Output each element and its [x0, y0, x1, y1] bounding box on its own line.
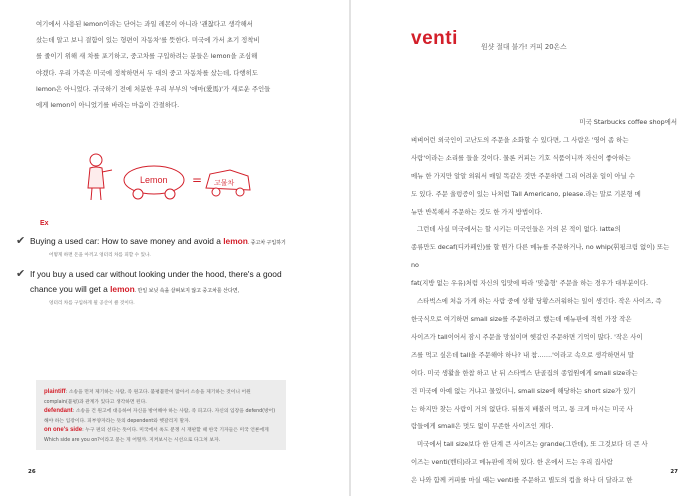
text-line: 메뉴 한 가지만 알알 외워서 매일 똑같은 것만 주문하면 그리 어려운 일이 아닐 수: [411, 171, 635, 180]
equals-sign: =: [192, 173, 203, 187]
term: plaintiff: [44, 389, 66, 395]
definition: : 소송을 건 원고에 대응하여 자신을 방어해야 하는 사람, 즉 피고다. 자신의 입장을 defend(방어)해야 하는 입장이다. 피부양자라는 뜻의 dependent와 헷갈리지 말자.: [44, 409, 276, 424]
text-line: 한국식으로 여기하면 small size를 주문하려고 했는데 메뉴판에 적힌 가장 작은: [411, 314, 632, 323]
text-line: fat(지방 없는 우유)처럼 자신의 입맛에 따라 '맞춤형' 주문을 하는 경우가 대부분이다.: [411, 279, 649, 288]
body-text: [411, 114, 677, 490]
definition: : 소송을 먼저 제기하는 사람, 즉 원고다. 불평불만이 많아서 소송을 제기하는 것이니 어원 complain(불평)과 관계가 있다고 생각하면 된다.: [44, 390, 251, 405]
text-line: 여기에서 사용된 lemon이라는 단어는 과일 레몬이 아니라 '괜찮다고 생각해서: [36, 20, 253, 28]
text-line: 이다. 미국 생활을 한참 하고 난 뒤 스타벅스 단골집의 종업원에게 small size라는: [411, 368, 638, 377]
text-line: 람들에게 small은 멋도 없이 무존한 사이즈인 게다.: [411, 422, 554, 431]
text-line: 사이즈가 tall이어서 잠시 주문을 망설이며 헷갈린 주문하면 기억이 많다. '작은 사이: [411, 332, 643, 341]
text-line: 야겠다. 우리 가족은 미국에 정착하면서 두 대의 중고 자동차를 샀는데, 다행히도: [36, 68, 258, 77]
junk-car: [206, 170, 250, 196]
text-line: 사람'이라는 소리를 들을 것이다. 물론 커피는 기호 식품이니까 자신이 좋아하는: [411, 153, 631, 162]
text-line: 미국에서 tall size보다 한 단계 큰 사이즈는 grande(그란데), 또 그것보다 더 큰 사: [417, 440, 648, 449]
term: on one's side: [44, 427, 83, 434]
text-line: 샀는데 알고 보니 결함이 있는 형편이 자동차'를 뜻한다. 미국에 가서 초기 정착비: [36, 36, 260, 45]
text-line: 벼벼어런 외국인이 고난도의 주문을 소화할 수 있다면, 그 사람은 '영어 좀 하는: [411, 135, 629, 144]
definition: 지켜보시는 시선으로 다그쳐 보자.: [149, 437, 221, 443]
text-line: 는 하지만 찾는 사람이 거의 없단다. 뒤틀지 배불러 먹고, 통 크게 마시는 미국 사: [411, 404, 633, 413]
text-line: 를 줄이기 위해 새 차를 포기하고, 중고차를 구입하려는 분들은 lemon을 조심해: [36, 52, 258, 61]
vocabulary-box: [36, 380, 286, 450]
text-line: 에게 lemon이 아니었기를 바라는 마음이 간절하다.: [36, 101, 180, 110]
text-line: 스타벅스에 처음 가게 하는 사람 중에 상황 당황스러워하는 일이 생긴다. 작은 사이즈, 즉: [417, 297, 662, 306]
left-page: [0, 0, 349, 496]
checkmark-icon: ✔: [16, 235, 26, 247]
page-number: 26: [28, 469, 36, 475]
text-line: 즈를 먹고 싶은데 tall을 주문해야 하나? 내 참…….'이라고 속으로 생각하면서 말: [411, 350, 635, 359]
intro-paragraph: [36, 16, 298, 113]
text-line: 종류만도 decaf(디카페인)를 할 뭔가 다른 메뉴를 주문하거나, no whip(휘핑크림 없이) 또는 no: [411, 243, 670, 270]
term: defendant: [44, 408, 73, 415]
text-line: 미국 Starbucks coffee shop에서: [579, 118, 677, 126]
example-english: ✔ If you buy a used car without looking under the hood, there's a good chance you will get a lemon. 만일 보닛 속을 살펴보지 않고 중고차를 산다면,: [16, 268, 282, 294]
car-label: Lemon: [140, 175, 168, 185]
checkmark-icon: ✔: [16, 268, 26, 280]
junk-label: 고물차: [214, 179, 235, 187]
text-line: 은 나와 함께 커피를 마실 때는 venti를 주문하고 별도의 컵을 하나 더 달라고 한: [411, 476, 633, 485]
example-korean: 어떻게 하면 돈을 아끼고 엉터리 차를 피할 수 있나.: [49, 253, 151, 258]
example-english: ✔ Buying a used car: How to save money and avoid a lemon. 중고차 구입하기: [16, 235, 286, 247]
example-item: [16, 234, 316, 261]
lemon-car: [124, 166, 184, 199]
text-line: 이즈는 venti(벤티)라고 메뉴판에 적혀 있다. 한 온에서 드는 우리 집사람: [411, 458, 613, 467]
text-line: 건 미국에 아예 없는 거냐고 물었더니, small size에 해당하는 short size가 있기: [411, 386, 636, 395]
definition: : 누구 편의 선다는 뜻이다. 미국에서 옥도 분쟁 시 재판할 때 한국 기자들은 미국 언론에게 Which side are you on?이라고 묻는 게 어떨까.: [44, 428, 269, 443]
lemon-car-illustration: [82, 148, 254, 206]
example-label: Ex: [40, 220, 49, 227]
text-line: lemon은 아니었다. 귀국하기 전에 처분한 우리 부부의 '애마(愛馬)'가 새로운 주인들: [36, 84, 271, 93]
text-line: 뉴만 반복해서 주문하는 것도 한 가지 방법이다.: [411, 207, 543, 216]
example-item: [16, 267, 316, 309]
person-figure: [88, 154, 112, 200]
chapter-title: venti: [411, 28, 458, 49]
text-line: 도 있다. 주문 울렁증이 있는 나처럼 Tall Americano, please.라는 말로 기본형 메: [411, 189, 641, 198]
text-line: 그런데 사실 미국에서는 할 시키는 미국인들은 거의 본 적이 없다. latte의: [417, 225, 621, 234]
chapter-subtitle: 원샷 절대 불가! 커피 20온스: [481, 43, 567, 51]
right-page: [351, 0, 700, 496]
example-korean: 엉터리 차를 구입하게 될 공산이 클 것이다.: [49, 301, 135, 306]
page-number: 27: [670, 469, 678, 475]
